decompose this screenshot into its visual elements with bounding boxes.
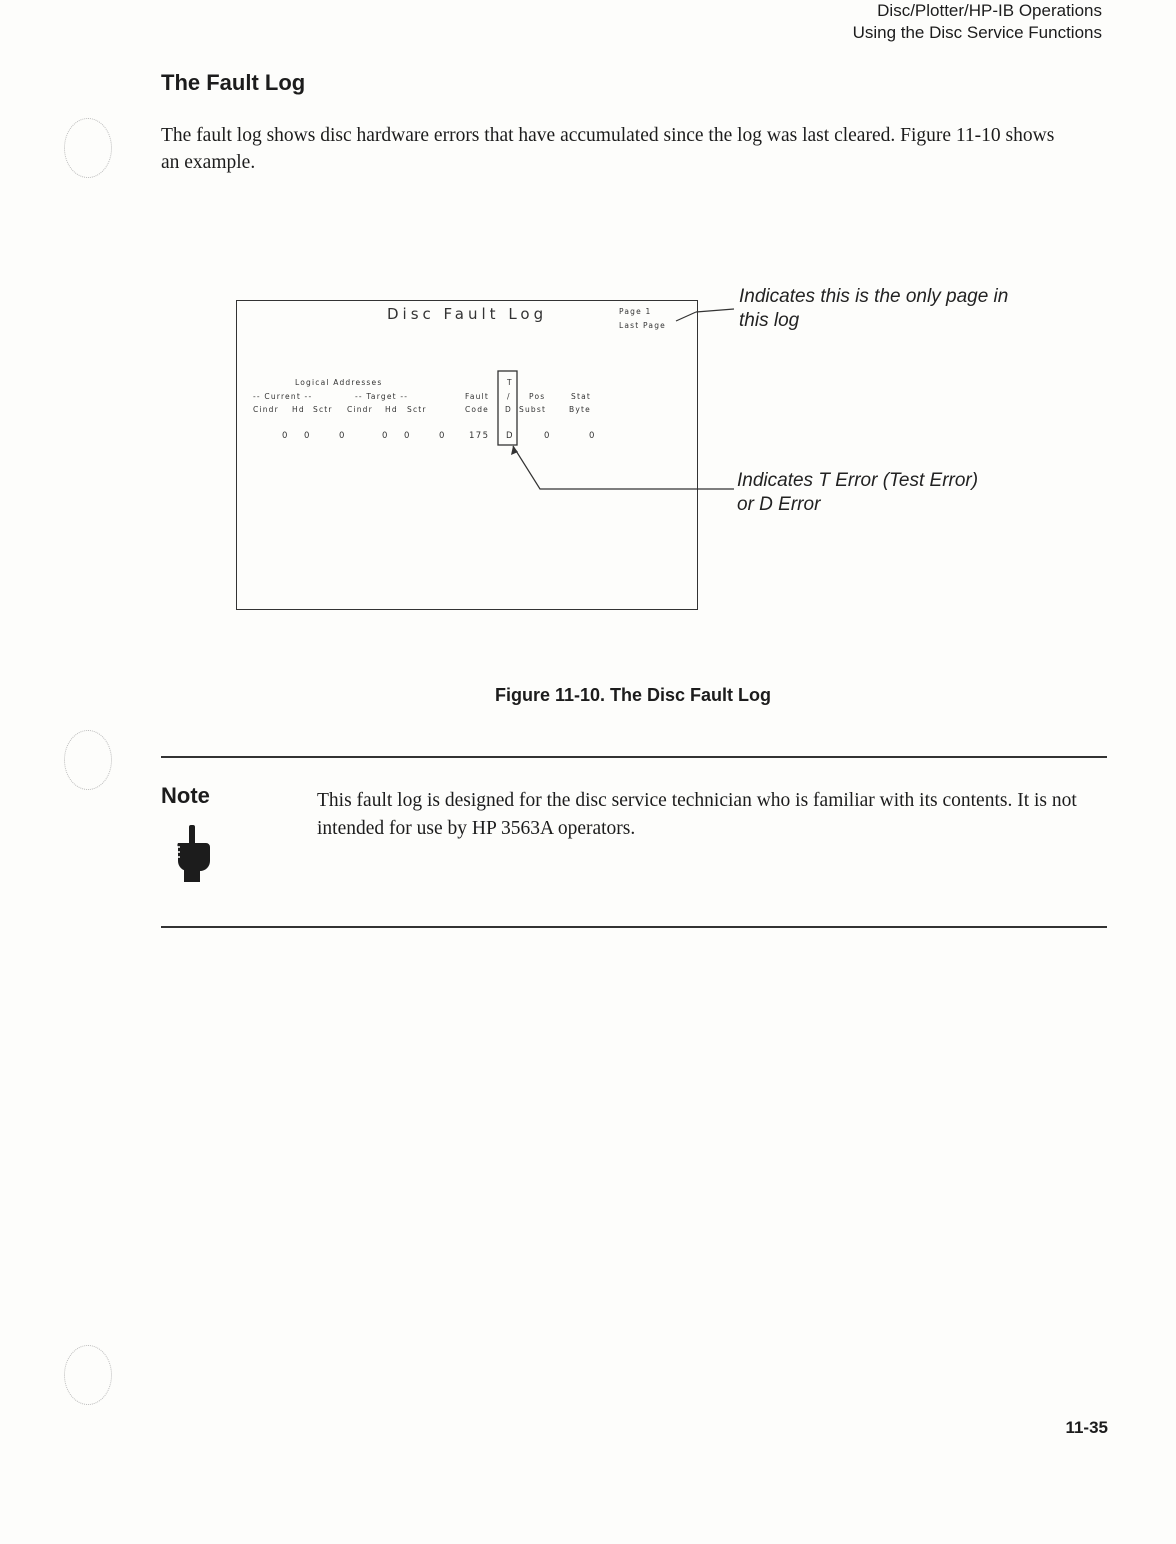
screen-title: Disc Fault Log <box>387 305 548 323</box>
current-sector-header: Sctr <box>313 405 333 414</box>
screen-last-page-label: Last Page <box>619 321 666 330</box>
td-callout-line1: Indicates T Error (Test Error) <box>737 470 979 491</box>
page-callout-leader-tip <box>676 312 696 321</box>
row-current-head: 0 <box>304 431 311 441</box>
note-label: Note <box>161 783 210 808</box>
note-bottom-rule <box>161 926 1107 928</box>
stat-header-top: Stat <box>571 392 592 401</box>
td-header-d: D <box>505 405 512 414</box>
row-target-head: 0 <box>404 431 411 441</box>
page-callout-leader <box>696 309 734 312</box>
row-td-flag: D <box>506 431 514 441</box>
td-callout-leader <box>513 446 734 489</box>
target-cylinder-header: Cindr <box>347 405 373 414</box>
current-group-label: -- Current -- <box>253 392 313 401</box>
stat-header-bottom: Byte <box>569 405 591 414</box>
td-header-t: T <box>507 378 513 387</box>
intro-paragraph: The fault log shows disc hardware errors that have accumulated since the log was last cleared. Figure 11-10 shows an example. <box>161 125 1055 173</box>
target-group-label: -- Target -- <box>355 392 409 401</box>
figure-leader-lines <box>0 0 1176 700</box>
td-column-box <box>498 371 517 445</box>
row-current-cylinder: 0 <box>282 431 289 441</box>
screen-page-label: Page 1 <box>619 307 652 316</box>
fault-header-top: Fault <box>465 392 489 401</box>
pointing-hand-icon <box>172 825 212 883</box>
fault-header-bottom: Code <box>465 405 490 414</box>
binder-hole-bottom <box>64 1345 112 1405</box>
target-sector-header: Sctr <box>407 405 427 414</box>
running-header-line2: Using the Disc Service Functions <box>852 23 1102 42</box>
section-title: The Fault Log <box>161 70 306 95</box>
target-head-header: Hd <box>385 405 398 414</box>
td-header-slash: / <box>507 392 511 401</box>
figure-caption: Figure 11-10. The Disc Fault Log <box>494 685 772 705</box>
current-head-header: Hd <box>292 405 305 414</box>
page-number: 11-35 <box>1065 1418 1108 1437</box>
row-fault-code: 175 <box>469 431 490 441</box>
pos-header-bottom: Subst <box>519 405 547 414</box>
page-callout: Indicates this is the only page in this log <box>739 286 1009 331</box>
row-stat-byte: 0 <box>589 431 596 441</box>
current-cylinder-header: Cindr <box>253 405 279 414</box>
row-current-sector: 0 <box>339 431 346 441</box>
binder-hole-middle <box>64 730 112 790</box>
row-target-cylinder: 0 <box>382 431 389 441</box>
pos-header-top: Pos <box>529 392 546 401</box>
running-header-line1: Disc/Plotter/HP-IB Operations <box>877 1 1102 20</box>
note-top-rule <box>161 756 1107 758</box>
row-pos-subst: 0 <box>544 431 551 441</box>
note-text: This fault log is designed for the disc service technician who is familiar with its contents. It is not intended for use by HP 3563A operators. <box>317 790 1077 839</box>
td-callout-line2: or D Error <box>737 494 821 515</box>
logical-addresses-label: Logical Addresses <box>295 378 383 387</box>
row-target-sector: 0 <box>439 431 446 441</box>
